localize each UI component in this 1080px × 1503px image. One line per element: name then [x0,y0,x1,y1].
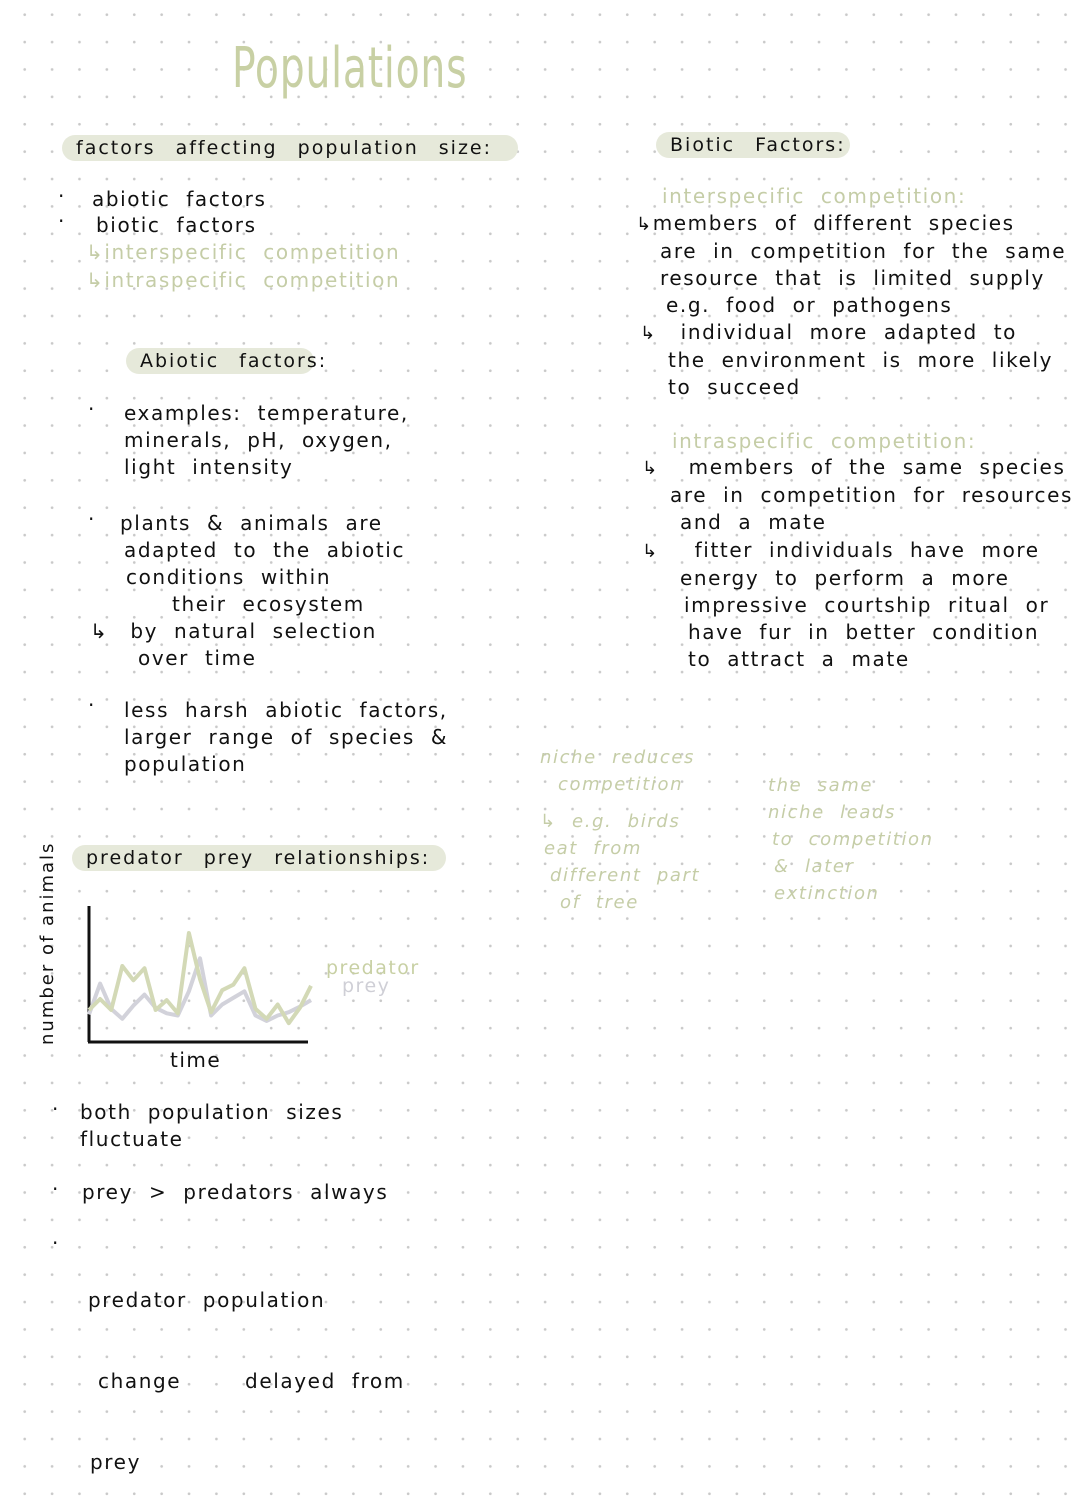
arrow-icon: ↳ [642,541,659,562]
pp-point-2: prey > predators always [82,1180,389,1204]
arrow-icon: ↳ [636,214,653,235]
intraspecific-subheading: intraspecific competition: [672,429,977,453]
bullet: · [88,693,95,717]
bullet: · [52,1097,59,1121]
bullet: · [58,184,65,208]
abiotic-harshness: less harsh abiotic factors, larger range of species & population [124,698,449,776]
bullet: · [88,507,95,531]
intraspecific-point-1: ↳ members of the same species are in competition for resources and a mate [642,455,1074,534]
predator-prey-heading: predator prey relationships: [72,845,446,871]
arrow-icon: ↳ [86,268,105,292]
bullet: · [52,1177,59,1201]
arrow-icon: ↳ [540,811,557,832]
interspecific-subheading: interspecific competition: [662,184,967,208]
intraspecific-point-2: ↳ fitter individuals have more energy to perform a more impressive courtship ritual or have fur in better condition to attract a mate [642,538,1050,671]
abiotic-examples: examples: temperature, minerals, pH, oxygen, light intensity [124,401,409,479]
pp-point-1: both population sizes fluctuate [80,1100,344,1151]
predator-series-line [89,933,311,1023]
y-axis-label-wrap [18,841,78,1046]
arrow-icon: ↳ [640,323,657,344]
page-title: Populations [232,36,468,101]
factor-biotic: biotic factors [96,213,257,237]
interspecific-point-2: ↳ individual more adapted to the environment is more likely to succeed [640,320,1054,399]
arrow-icon: ↳ [642,458,659,479]
niche-right-note: the same niche leads to competition & later extinction [768,775,934,904]
y-axis-label: number of animals [37,841,58,1045]
arrow-icon: ↳ [86,240,105,264]
predator-prey-chart [86,904,326,1054]
factor-abiotic: abiotic factors [92,187,267,211]
arrow-icon: ↳ [90,619,109,643]
niche-left-note: niche reduces competition ↳ e.g. birds eat from different part of tree [540,747,701,913]
sub-item-intraspecific: ↳intraspecific competition [86,268,401,292]
factors-heading: factors affecting population size: [62,135,518,161]
natural-selection-note: ↳ by natural selection over time [90,619,377,670]
biotic-heading: Biotic Factors: [656,132,850,158]
interspecific-point-1: ↳members of different species are in competition for the same resource that is limited supply e.g. food or pathogens [636,211,1067,317]
legend-predator: predator [326,957,420,979]
sub-item-interspecific: ↳interspecific competition [86,240,401,264]
legend-prey: prey [342,975,391,997]
bullet: · [88,397,95,421]
abiotic-adaptation: plants & animals are adapted to the abiotic conditions within their ecosystem [120,511,406,616]
bullet: · [58,209,65,233]
abiotic-heading: Abiotic factors: [126,348,314,374]
x-axis-label: time [170,1048,222,1072]
bullet: · [52,1231,59,1255]
pp-point-3: predator population change delayed from prey [88,1288,405,1474]
